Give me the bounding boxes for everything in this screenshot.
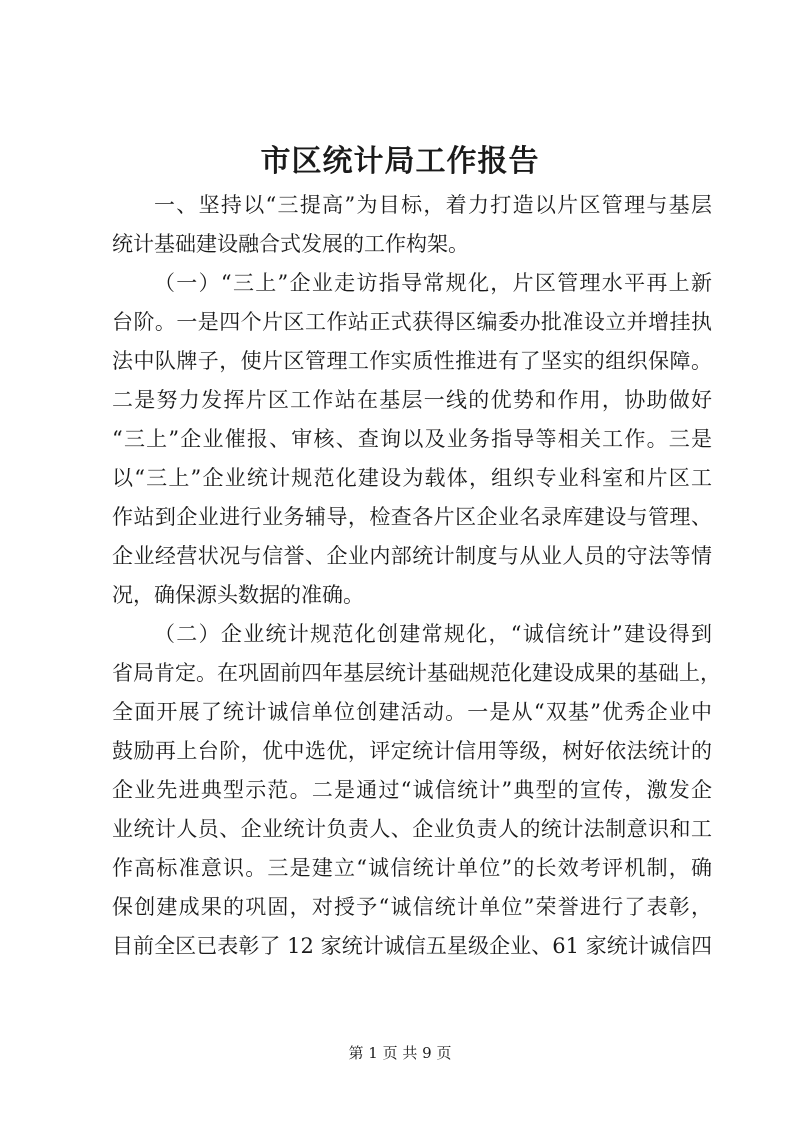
paragraph-line: 统计基础建设融合式发展的工作构架。: [112, 232, 469, 256]
paragraph-line: 保创建成果的巩固，对授予“诚信统计单位”荣誉进行了表彰，: [112, 895, 712, 919]
paragraph-line: 一、坚持以“三提高”为目标，着力打造以片区管理与基层: [154, 193, 712, 217]
paragraph-line: 作高标准意识。三是建立“诚信统计单位”的长效考评机制，确: [112, 856, 712, 880]
paragraph-line: 企业先进典型示范。二是通过“诚信统计”典型的宣传，激发企: [112, 778, 712, 802]
paragraph-line: 二是努力发挥片区工作站在基层一线的优势和作用，协助做好: [112, 388, 712, 412]
paragraph-line: 目前全区已表彰了 12 家统计诚信五星级企业、61 家统计诚信四: [112, 934, 712, 958]
paragraph-line: 台阶。一是四个片区工作站正式获得区编委办批准设立并增挂执: [112, 310, 712, 334]
paragraph-line: 鼓励再上台阶，优中选优，评定统计信用等级，树好依法统计的: [112, 739, 712, 763]
paragraph-line: 作站到企业进行业务辅导，检查各片区企业名录库建设与管理、: [112, 505, 712, 529]
paragraph-line: 全面开展了统计诚信单位创建活动。一是从“双基”优秀企业中: [112, 700, 712, 724]
page-footer: 第 1 页 共 9 页: [348, 1044, 452, 1062]
paragraph-line: （二）企业统计规范化创建常规化，“诚信统计”建设得到: [154, 622, 712, 646]
paragraph-line: 企业经营状况与信誉、企业内部统计制度与从业人员的守法等情: [112, 544, 712, 568]
document-title: 市区统计局工作报告: [260, 144, 540, 179]
paragraph-line: 以“三上”企业统计规范化建设为载体，组织专业科室和片区工: [112, 466, 712, 490]
paragraph-line: 况，确保源头数据的准确。: [112, 583, 364, 607]
document-body: [112, 186, 721, 966]
paragraph-line: 法中队牌子，使片区管理工作实质性推进有了坚实的组织保障。: [112, 349, 712, 373]
paragraph-line: （一）“三上”企业走访指导常规化，片区管理水平再上新: [154, 271, 712, 295]
paragraph-line: “三上”企业催报、审核、查询以及业务指导等相关工作。三是: [112, 427, 712, 451]
paragraph-line: 业统计人员、企业统计负责人、企业负责人的统计法制意识和工: [112, 817, 712, 841]
paragraph-line: 省局肯定。在巩固前四年基层统计基础规范化建设成果的基础上，: [112, 661, 721, 685]
